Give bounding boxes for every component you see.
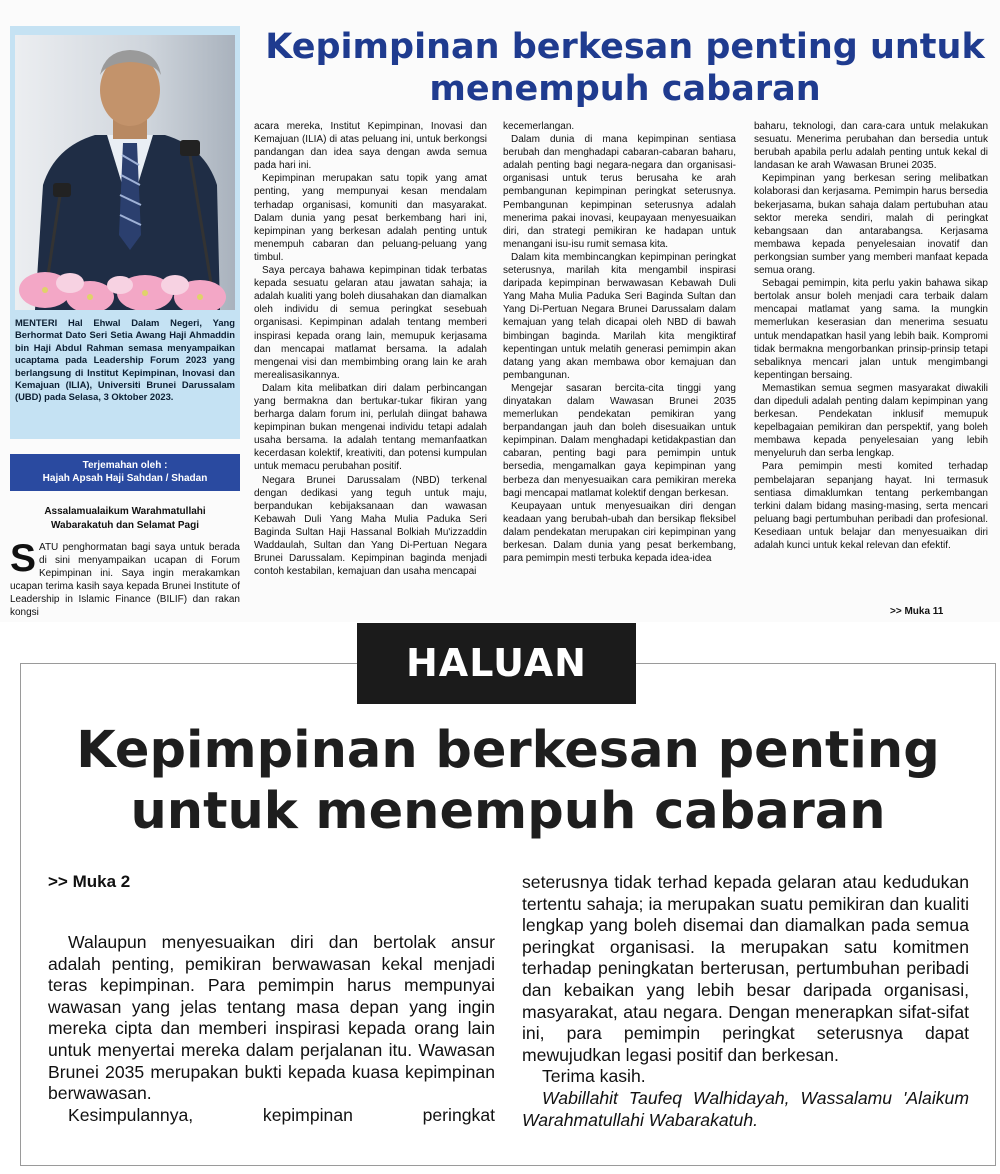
translator-label: Terjemahan oleh : [82, 460, 168, 471]
paragraph: Kepimpinan yang berkesan sering melibatkan kolaborasi dan kerjasama. Pemimpin harus bersedia bekerjasama, bukan sahaja dalam pertubuhan atau sektor mereka sendiri, malah di peringkat kebangsaan dan antarabangsa. Kerjasama membawa kepada penyelesaian inovatif dan perkongsian sumber yang memberi manfaat kepada semua orang. [754, 173, 988, 277]
continued-page-ref: >> Muka 11 [890, 606, 944, 617]
paragraph: Memastikan semua segmen masyarakat diwakili dan dipeduli adalah penting dalam kepimpinan yang berkesan. Pendekatan inklusif memupuk kepelbagaian pemikiran dan perspektif, yang boleh membawa kepada penyelesaian yang lebih menyeluruh dan serba lengkap. [754, 382, 988, 460]
closing-salam: Wabillahit Taufeq Walhidayah, Wassalamu 'Alaikum Warahmatullahi Wabarakatuh. [522, 1087, 969, 1130]
paragraph: Saya percaya bahawa kepimpinan tidak terbatas kepada sesuatu gelaran atau jawatan sahaja; ia adalah kualiti yang boleh diusahakan dan diamalkan oleh individu di semua peringkat sesebuah organisasi. Kepimpinan adalah tentang memberi inspirasi kepada orang lain, memupuk kerjasama dan mencapai matlamat bersama. Ia adalah mengenai visi dan membimbing orang lain ke arah merealisasikannya. [254, 265, 487, 381]
top-headline: Kepimpinan berkesan penting untuk menempuh cabaran [265, 27, 985, 109]
paragraph: Negara Brunei Darussalam (NBD) terkenal dengan dedikasi yang teguh untuk maju, berpandukan kebijaksanaan dan wawasan Kebawah Duli Yang Maha Mulia Paduka Seri Baginda Sultan Haji Hassanal Bolkiah Mu'izzaddin Waddaulah, Sultan dan Yang Di-Pertuan Negara Brunei Darussalam. Kepimpinan baginda menjadi contoh kestabilan, kemajuan dan usaha mencapai [254, 474, 487, 578]
article-column-4 [754, 120, 988, 604]
paragraph: Mengejar sasaran bercita-cita tinggi yang dinyatakan dalam Wawasan Brunei 2035 memerlukan pendekatan pemikiran yang berpandangan jauh dan boleh disesuaikan untuk kepimpinan. Dalam menghadapi ketidakpastian dan cabaran, penting bagi para pemimpin untuk bersedia, mengamalkan gaya kepimpinan yang berbeza dan menyesuaikan cara pemikiran mereka bagi mencapai matlamat kolektif dengan berkesan. [503, 382, 736, 499]
paragraph: Dalam dunia di mana kepimpinan sentiasa berubah dan menghadapi cabaran-cabaran baharu, adalah penting bagi negara-negara dan organisasi-organisasi untuk terus berusaha ke arah pembangunan kepimpinan peringkat seterusnya. Pembangunan kepimpinan seterusnya adalah menerima pakai inovasi, keupayaan menyesuaikan diri, dan strategi pemikiran ke hadapan untuk menangani isu-isu rumit semasa kita. [503, 134, 736, 250]
paragraph: Para pemimpin mesti komited terhadap pembelajaran sepanjang hayat. Ini termasuk sentiasa dimaklumkan tentang perkembangan terkini dalam bidang masing-masing, serta mencari peluang bagi pertumbuhan peribadi dan profesional. Kesediaan untuk belajar dan menyesuaikan diri adalah kunci untuk kekal relevan dan efektif. [754, 461, 988, 551]
article-column-2 [254, 120, 487, 616]
translator-names: Hajah Apsah Haji Sahdan / Shadan [42, 473, 208, 484]
article-column-1 [10, 541, 240, 621]
paragraph: Walaupun menyesuaikan diri dan bertolak ansur adalah penting, pemikiran berwawasan kekal menjadi teras kepimpinan. Para pemimpin harus mempunyai wawasan yang jelas tentang masa depan yang ingin mereka cipta dan memberi inspirasi kepada orang lain untuk menyertai mereka dalam perjalanan itu. Wawasan Brunei 2035 merupakan bukti kepada kuasa kepimpinan berwawasan. [48, 932, 495, 1104]
photo-caption: MENTERI Hal Ehwal Dalam Negeri, Yang Berhormat Dato Seri Setia Awang Haji Ahmaddin bin Haji Abdul Rahman semasa menyampaikan ucaptama pada Leadership Forum 2023 yang berlangsung di Institut Kepimpinan, Inovasi dan Kemajuan (ILIA), Universiti Brunei Darussalam (UBD) pada Selasa, 3 Oktober 2023. [15, 317, 235, 403]
continued-from-ref: >> Muka 2 [48, 872, 131, 891]
paragraph: acara mereka, Institut Kepimpinan, Inovasi dan Kemajuan (ILIA) di atas peluang ini, untuk berkongsi pandangan dan idea saya dengan awda semua pada hari ini. [254, 121, 487, 172]
drop-cap: S [10, 541, 37, 580]
article-column-3 [503, 120, 736, 616]
paragraph: Kepimpinan merupakan satu topik yang amat penting, yang mempunyai kesan mendalam terhadap organisasi, komuniti dan masyarakat. Dalam dunia yang pesat berkembang hari ini, kepimpinan yang berkesan adalah penting untuk menempuh cabaran dan peluang-peluang yang timbul. [254, 173, 487, 263]
bottom-column-left [48, 932, 495, 1126]
translator-credit [10, 454, 240, 491]
paragraph: kecemerlangan. [503, 121, 575, 132]
minister-photo [15, 35, 235, 310]
closing-thanks: Terima kasih. [542, 1066, 646, 1087]
bottom-column-right [522, 872, 969, 1131]
paragraph: seterusnya tidak terhad kepada gelaran atau kedudukan tertentu sahaja; ia merupakan suatu pemikiran dan kualiti lengkap yang boleh disemai dan diamalkan pada semua peringkat organisasi. Ia merupakan satu komitmen terhadap peningkatan berterusan, pertumbuhan peribadi dan kebaikan yang lebih besar daripada organisasi, masyarakat, atau negara. Dengan menerapkan sifat-sifat ini, para pemimpin peringkat seterusnya dapat mewujudkan legasi positif dan berkesan. [522, 872, 969, 1065]
paragraph: Dalam kita melibatkan diri dalam perbincangan yang bermakna dan bertukar-tukar fikiran yang berharga dalam forum ini, perlulah diingat bahawa kepimpinan bukan mengenai individu tetapi adalah usaha bersama. Ia adalah tentang memanfaatkan kecerdasan kolektif, kreativiti, dan potensi kumpulan untuk memacu perubahan positif. [254, 382, 487, 473]
section-badge: HALUAN [357, 623, 636, 704]
paragraph: Dalam kita membincangkan kepimpinan peringkat seterusnya, marilah kita mengambil inspirasi daripada kepimpinan berwawasan Kebawah Duli Yang Maha Mulia Paduka Seri Baginda Sultan dan Yang Di-Pertuan Negara Brunei Darussalam dalam kemajuan yang telah dicapai oleh NBD di bawah bimbingan baginda. Marilah kita mengiktiraf kepentingan untuk melatih generasi pemimpin akan datang yang akan membawa obor kemajuan dan pembangunan. [503, 251, 736, 381]
bottom-headline: Kepimpinan berkesan penting untuk menempuh cabaran [76, 721, 940, 841]
salutation-line-1: Assalamualaikum Warahmatullahi [44, 506, 206, 517]
salutation-line-2: Wabarakatuh dan Selamat Pagi [50, 519, 199, 531]
paragraph: Keupayaan untuk menyesuaikan diri dengan keadaan yang berubah-ubah dan bersikap fleksibel dalam pendekatan merupakan ciri kepimpinan yang berkesan. Dalam dunia yang pesat berkembang, para pemimpin mesti terbuka kepada idea-idea [503, 500, 736, 565]
salutation [10, 505, 240, 532]
paragraph: baharu, teknologi, dan cara-cara untuk melakukan sesuatu. Menerima perubahan dan bersedia untuk berubah apabila perlu adalah penting untuk kekal di landasan ke arah Wawasan Brunei 2035. [754, 121, 988, 172]
paragraph: Sebagai pemimpin, kita perlu yakin bahawa sikap bertolak ansur boleh menjadi cara terbaik dalam mencapai matlamat yang sama. Ia mungkin memerlukan keserasian dan menerima sesuatu untuk mendapatkan hasil yang lebih baik. Kompromi tidak bermakna mengorbankan prinsip-prinsip tetapi sebaliknya mencari jalan untuk mengimbangi kepentingan bersaing. [754, 278, 988, 381]
column-1-text: ATU penghormatan bagi saya untuk berada di sini menyampaikan ucapan di Forum Kepimpinan ini. Saya ingin merakamkan ucapan terima kasih saya kepada Brunei Institute of Leadership in Islamic Finance (BILIF) dan rakan kongsi [10, 542, 240, 618]
paragraph: Kesimpulannya, kepimpinan peringkat [68, 1104, 495, 1125]
